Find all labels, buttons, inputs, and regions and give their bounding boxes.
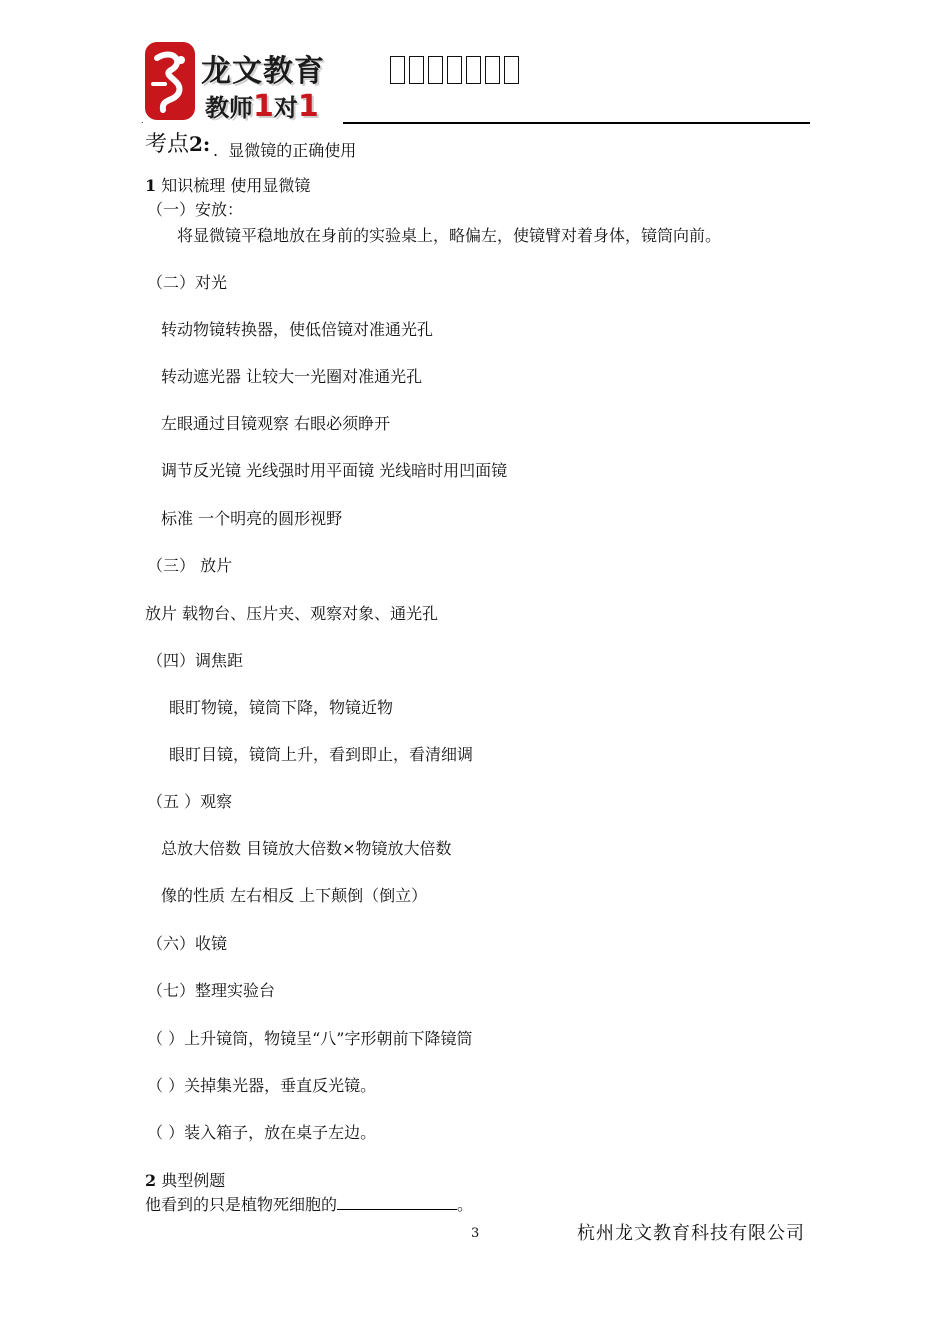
logo-sub-prefix: 教师 — [205, 94, 253, 122]
line-step-3: （ ）装入箱子，放在桌子左边。 — [147, 1123, 377, 1142]
line-duiguang-1: 转动物镜转换器，使低倍镜对准通光孔 — [161, 320, 434, 339]
logo-sub-mid: 对 — [273, 94, 298, 122]
knowledge-heading: 1 知识梳理 使用显微镜 — [145, 176, 311, 195]
placeholder-box — [466, 56, 481, 84]
line-duiguang-5: 标准 一个明亮的圆形视野 — [161, 509, 343, 528]
line-zhengli: （七）整理实验台 — [147, 981, 276, 1000]
header-dot: . — [141, 116, 144, 125]
line-step-2: （ ）关掉集光器，垂直反光镜。 — [147, 1076, 377, 1095]
logo-sub-one-a: 1 — [253, 89, 274, 124]
logo-subtitle — [205, 88, 319, 124]
header-rule — [343, 122, 810, 124]
line-step-1: （ ）上升镜筒，物镜呈“八”字形朝前下降镜筒 — [147, 1029, 473, 1048]
logo-sub-one-b: 1 — [297, 89, 319, 124]
kaodian-title: . 显微镜的正确使用 — [213, 141, 357, 160]
example-sentence: 他看到的只是植物死细胞的 。 — [145, 1195, 474, 1214]
placeholder-box — [447, 56, 462, 84]
line-guancha-2: 像的性质 左右相反 上下颠倒（倒立） — [161, 886, 428, 905]
line-anfang-detail: 将显微镜平稳地放在身前的实验桌上，略偏左，使镜臂对着身体，镜筒向前。 — [177, 226, 722, 245]
placeholder-box — [485, 56, 500, 84]
placeholder-box — [390, 56, 405, 84]
examples-heading: 2 典型例题 — [145, 1171, 226, 1190]
line-guancha-1: 总放大倍数 目镜放大倍数×物镜放大倍数 — [161, 839, 452, 858]
header-placeholder-boxes — [390, 56, 519, 84]
line-tiaojiaoju: （四）调焦距 — [147, 651, 244, 670]
line-tiaojiaoju-2: 眼盯目镜，镜筒上升，看到即止，看清细调 — [169, 745, 474, 764]
placeholder-box — [428, 56, 443, 84]
line-fangpian: （三） 放片 — [147, 556, 233, 575]
line-duiguang-3: 左眼通过目镜观察 右眼必须睁开 — [161, 414, 391, 433]
placeholder-box — [409, 56, 424, 84]
kaodian-number: 2: — [189, 132, 211, 156]
company-name: 杭州龙文教育科技有限公司 — [577, 1223, 805, 1244]
line-duiguang-4: 调节反光镜 光线强时用平面镜 光线暗时用凹面镜 — [161, 461, 508, 480]
line-duiguang: （二）对光 — [147, 273, 228, 292]
kaodian-label: 考点2: — [145, 132, 211, 157]
logo-title: 龙文教育 — [201, 54, 325, 89]
line-duiguang-2: 转动遮光器 让较大一光圈对准通光孔 — [161, 367, 423, 386]
line-fangpian-detail: 放片 载物台、压片夹、观察对象、通光孔 — [145, 604, 439, 623]
brand-logo — [143, 40, 343, 124]
line-guancha: （五 ）观察 — [147, 792, 233, 811]
line-anfang: （一）安放： — [147, 200, 244, 219]
line-shoujing: （六）收镜 — [147, 934, 228, 953]
line-tiaojiaoju-1: 眼盯物镜，镜筒下降，物镜近物 — [169, 698, 394, 717]
placeholder-box — [504, 56, 519, 84]
dragon-seal-icon — [143, 40, 197, 122]
page-number: 3 — [471, 1226, 480, 1241]
answer-blank[interactable] — [337, 1195, 457, 1210]
